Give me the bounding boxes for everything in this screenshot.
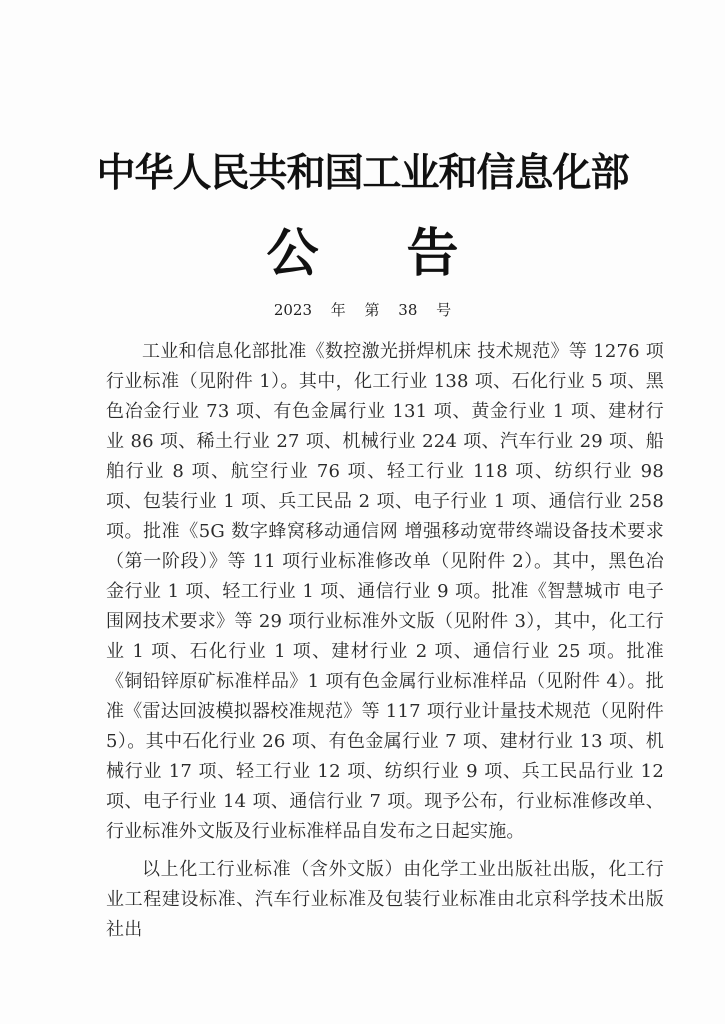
issuing-agency-heading: 中华人民共和国工业和信息化部: [96, 151, 629, 196]
announcement-body: [106, 337, 664, 945]
document-type-title: 公告: [266, 224, 547, 284]
document-number: 2023 年 第 38 号: [273, 301, 452, 319]
body-paragraph-2: 以上化工行业标准（含外文版）由化学工业出版社出版，化工行业工程建设标准、汽车行业标准及包装行业标准由北京科学技术出版社出: [106, 859, 664, 940]
body-paragraph-1: 工业和信息化部批准《数控激光拼焊机床 技术规范》等 1276 项行业标准（见附件 1）。其中，化工行业 138 项、石化行业 5 项、黑色冶金行业 73 项、有色金属行业 131 项、黄金行业 1 项、建材行业 86 项、稀土行业 27 项、机械行业 224 项、汽车行业 29 项、船舶行业 8 项、航空行业 76 项、轻工行业 118 项、纺织行业 98 项、包装行业 1 项、兵工民品 2 项、电子行业 1 项、通信行业 258 项。批准《5G 数字蜂窝移动通信网 增强移动宽带终端设备技术要求（第一阶段）》等 11 项行业标准修改单（见附件 2）。其中，黑色冶金行业 1 项、轻工行业 1 项、通信行业 9 项。批准《智慧城市 电子围网技术要求》等 29 项行业标准外文版（见附件 3），其中，化工行业 1 项、石化行业 1 项、建材行业 2 项、通信行业 25 项。批准《铜铅锌原矿标准样品》1 项有色金属行业标准样品（见附件 4）。批准《雷达回波模拟器校准规范》等 117 项行业计量技术规范（见附件 5）。其中石化行业 26 项、有色金属行业 7 项、建材行业 13 项、机械行业 17 项、轻工行业 12 项、纺织行业 9 项、兵工民品行业 12 项、电子行业 14 项、通信行业 7 项。现予公布，行业标准修改单、行业标准外文版及行业标准样品自发布之日起实施。: [106, 341, 664, 842]
